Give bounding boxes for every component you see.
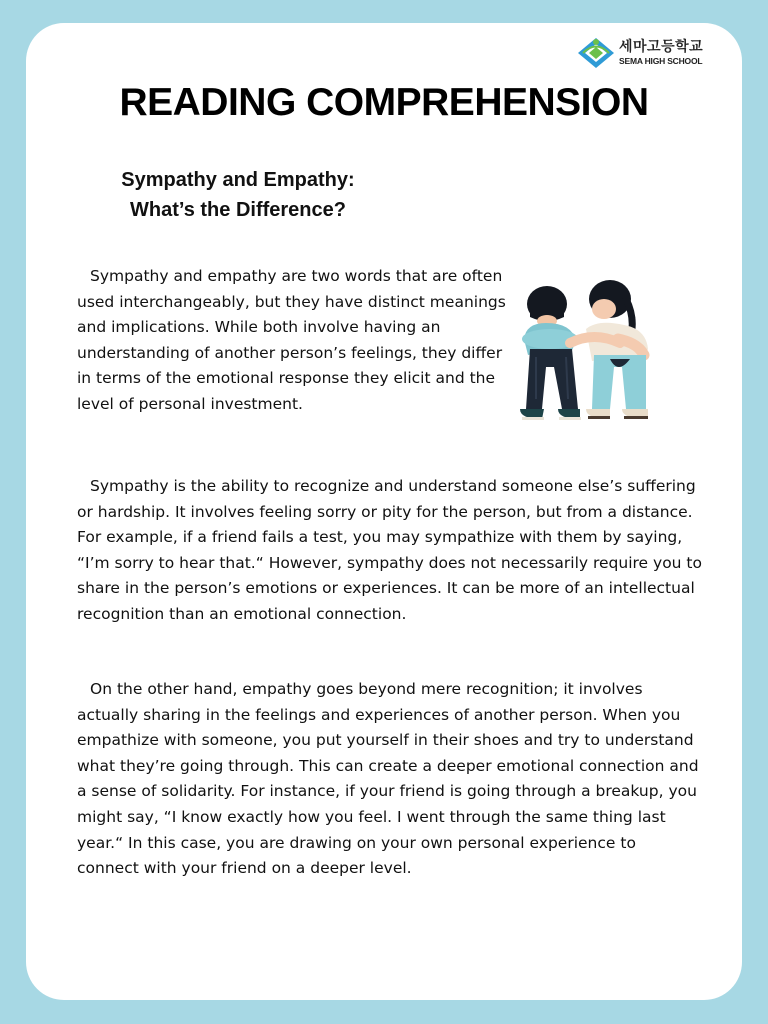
school-emblem-icon (576, 36, 616, 70)
comforting-friends-image (506, 259, 668, 421)
paragraph-2: Sympathy is the ability to recognize and understand someone else’s suffering or hardship. It involves feeling sorry or pity for the person, but from a distance. For example, if a friend fails a test, you may sympathize with them by saying, “I’m sorry to hear that.“ However, sympathy does not necessarily require you to share in the person’s emotions or experiences. It can be more of an intellectual recognition than an emotional connection. (77, 477, 702, 623)
subtitle-line-2: What’s the Difference? (130, 199, 346, 221)
paragraph-1: Sympathy and empathy are two words that are often used interchangeably, but they have distinct meanings and implications. While both involve having an understanding of another person’s feelings, they differ in terms of the emotional response they elicit and the level of personal investment. (77, 267, 506, 413)
school-name-korean: 세마고등학교 (619, 39, 704, 56)
page-card (26, 23, 742, 1000)
school-logo (576, 35, 726, 71)
school-name-english: SEMA HIGH SCHOOL (619, 56, 703, 67)
article-subtitle (88, 165, 388, 225)
two-people-illustration (506, 259, 668, 421)
paragraph-3: On the other hand, empathy goes beyond mere recognition; it involves actually sharing in the feelings and experiences of another person. When you empathize with someone, you put yourself in their shoes and try to understand what they’re going through. This can create a deeper emotional connection and a sense of solidarity. For instance, if your friend is going through a breakup, you might say, “I know exactly how you feel. I went through the same thing last year.“ In this case, you are drawing on your own personal experience to connect with your friend on a deeper level. (77, 680, 699, 878)
page-title: READING COMPREHENSION (119, 81, 649, 124)
subtitle-line-1: Sympathy and Empathy: (121, 169, 355, 191)
